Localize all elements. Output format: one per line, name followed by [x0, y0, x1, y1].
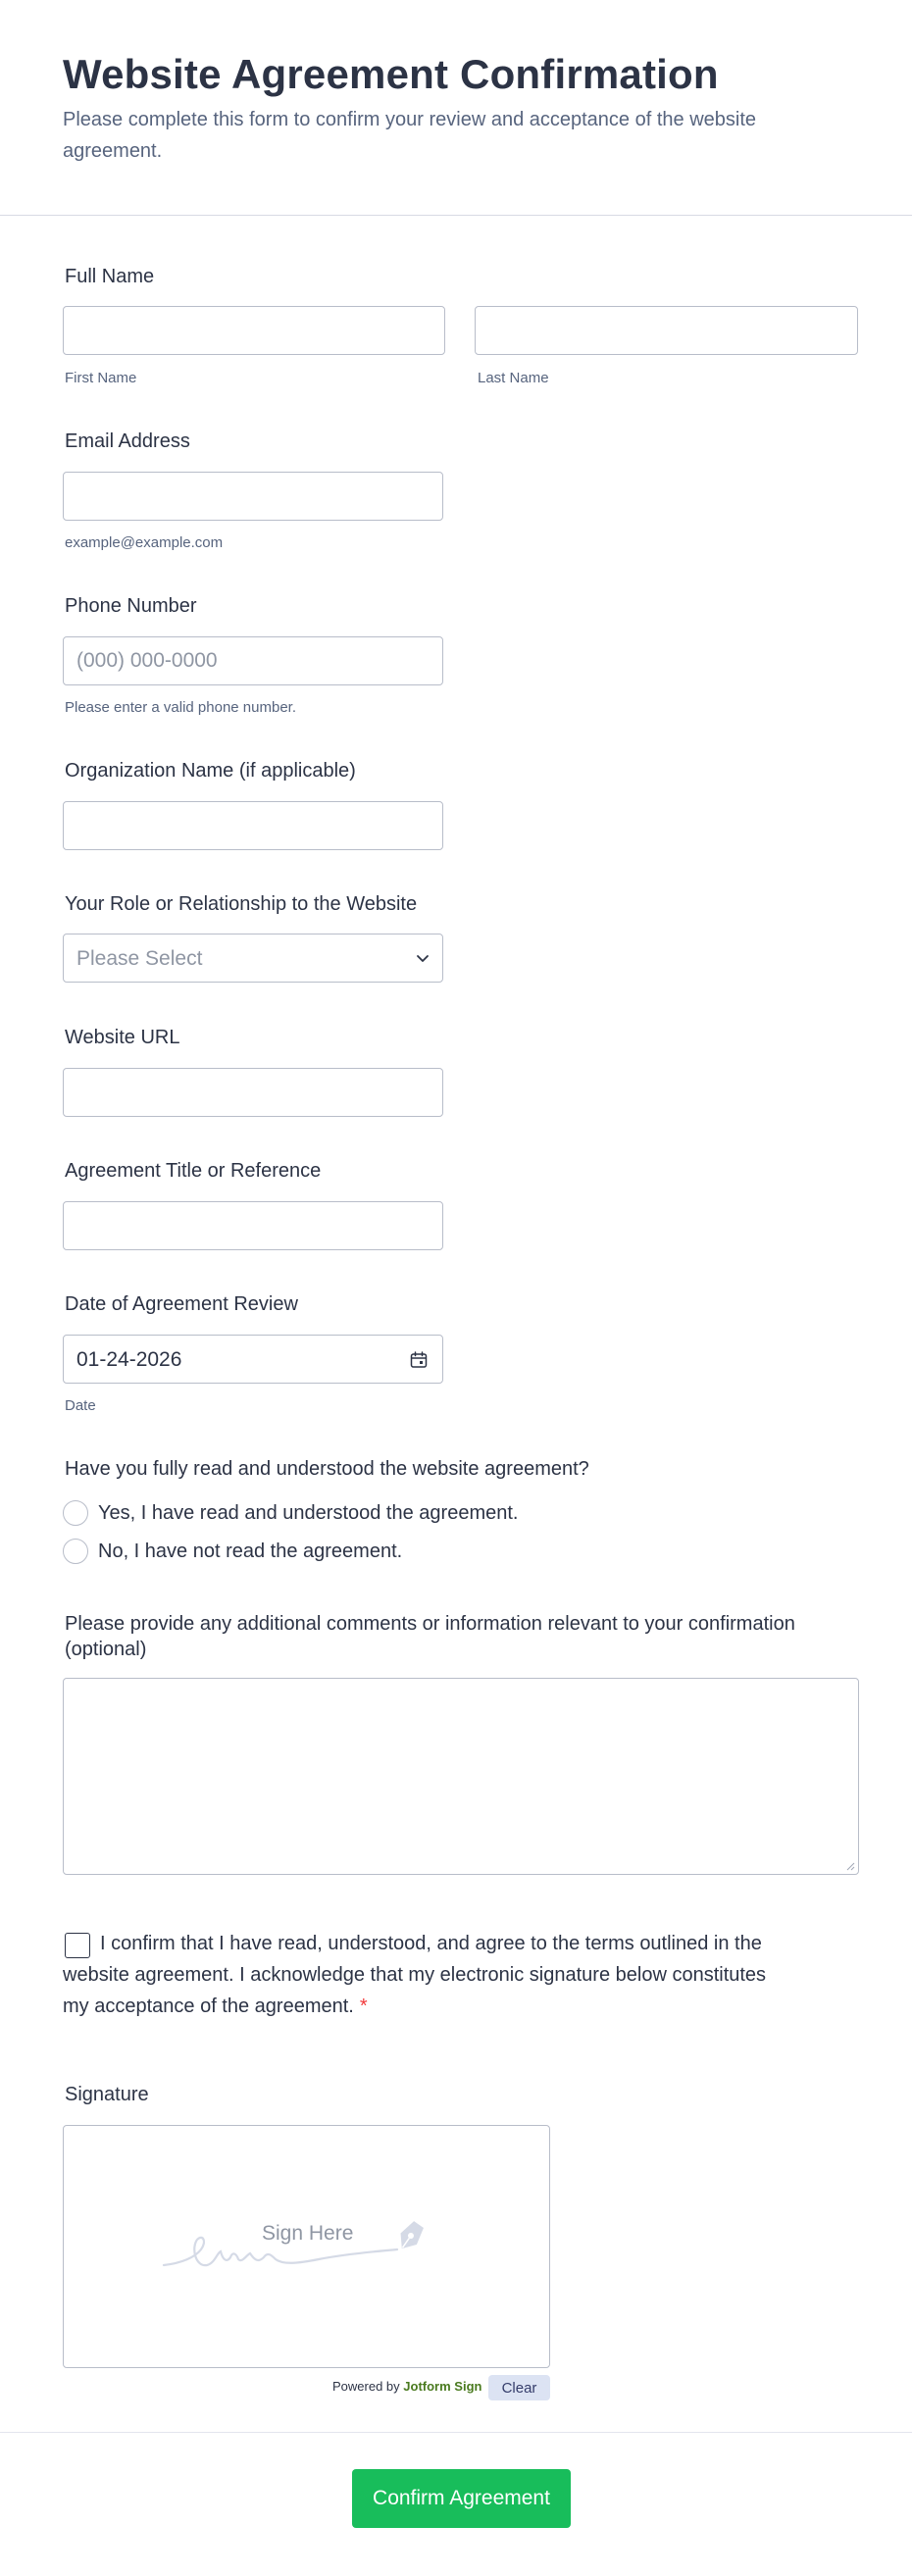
- signature-label: Signature: [65, 2084, 149, 2105]
- website-url-input[interactable]: [63, 1068, 443, 1117]
- comments-label: Please provide any additional comments or information relevant to your confirmation (optional): [65, 1613, 795, 1660]
- phone-input[interactable]: [63, 636, 443, 685]
- radio-option-label: Yes, I have read and understood the agreement.: [98, 1501, 519, 1524]
- page-subtitle: Please complete this form to confirm your review and acceptance of the website agreement.: [63, 109, 757, 162]
- last-name-sublabel: Last Name: [478, 370, 549, 386]
- resize-handle-icon[interactable]: [845, 1861, 855, 1871]
- page-title: Website Agreement Confirmation: [63, 51, 719, 97]
- first-name-sublabel: First Name: [65, 370, 137, 386]
- email-sublabel: example@example.com: [65, 534, 224, 551]
- agreement-title-label: Agreement Title or Reference: [65, 1160, 322, 1182]
- review-date-label: Date of Agreement Review: [65, 1293, 298, 1315]
- sign-here-hint: Sign Here: [262, 2222, 354, 2245]
- radio-button[interactable]: [63, 1539, 88, 1564]
- powered-prefix: Powered by: [332, 2379, 400, 2394]
- calendar-icon[interactable]: [409, 1350, 429, 1370]
- agreement-title-input[interactable]: [63, 1201, 443, 1250]
- review-date-sublabel: Date: [65, 1397, 96, 1414]
- clear-signature-button[interactable]: Clear: [488, 2375, 550, 2400]
- comments-textarea[interactable]: [63, 1678, 859, 1875]
- review-date-value: 01-24-2026: [76, 1348, 182, 1371]
- radio-option-label: No, I have not read the agreement.: [98, 1540, 403, 1562]
- phone-sublabel: Please enter a valid phone number.: [65, 699, 296, 716]
- required-mark: *: [359, 1995, 368, 2017]
- organization-input[interactable]: [63, 801, 443, 850]
- powered-by-text: [332, 2379, 481, 2394]
- last-name-input[interactable]: [475, 306, 858, 355]
- read-question-label: Have you fully read and understood the website agreement?: [65, 1458, 589, 1480]
- website-url-label: Website URL: [65, 1027, 180, 1048]
- role-label: Your Role or Relationship to the Website: [65, 893, 418, 915]
- email-input[interactable]: [63, 472, 443, 521]
- signature-pad[interactable]: [63, 2125, 550, 2368]
- confirm-text: I confirm that I have read, understood, and agree to the terms outlined in the website agreement. I acknowledge that my electronic signature below constitutes my acceptance of the agreement.: [63, 1933, 767, 2017]
- role-select[interactable]: [63, 934, 443, 983]
- confirm-text-block: [63, 1928, 779, 2022]
- radio-button[interactable]: [63, 1500, 88, 1526]
- chevron-down-icon: [415, 950, 431, 966]
- phone-label: Phone Number: [65, 595, 197, 617]
- powered-brand: Jotform Sign: [403, 2379, 482, 2394]
- full-name-label: Full Name: [65, 266, 155, 287]
- email-label: Email Address: [65, 430, 190, 452]
- confirm-agreement-button[interactable]: Confirm Agreement: [352, 2469, 571, 2528]
- radio-option-yes[interactable]: [63, 1499, 518, 1527]
- radio-option-no[interactable]: [63, 1538, 402, 1565]
- first-name-input[interactable]: [63, 306, 445, 355]
- form-header: [0, 0, 912, 216]
- organization-label: Organization Name (if applicable): [65, 760, 356, 782]
- review-date-input[interactable]: [63, 1335, 443, 1384]
- role-selected-value: Please Select: [76, 947, 203, 970]
